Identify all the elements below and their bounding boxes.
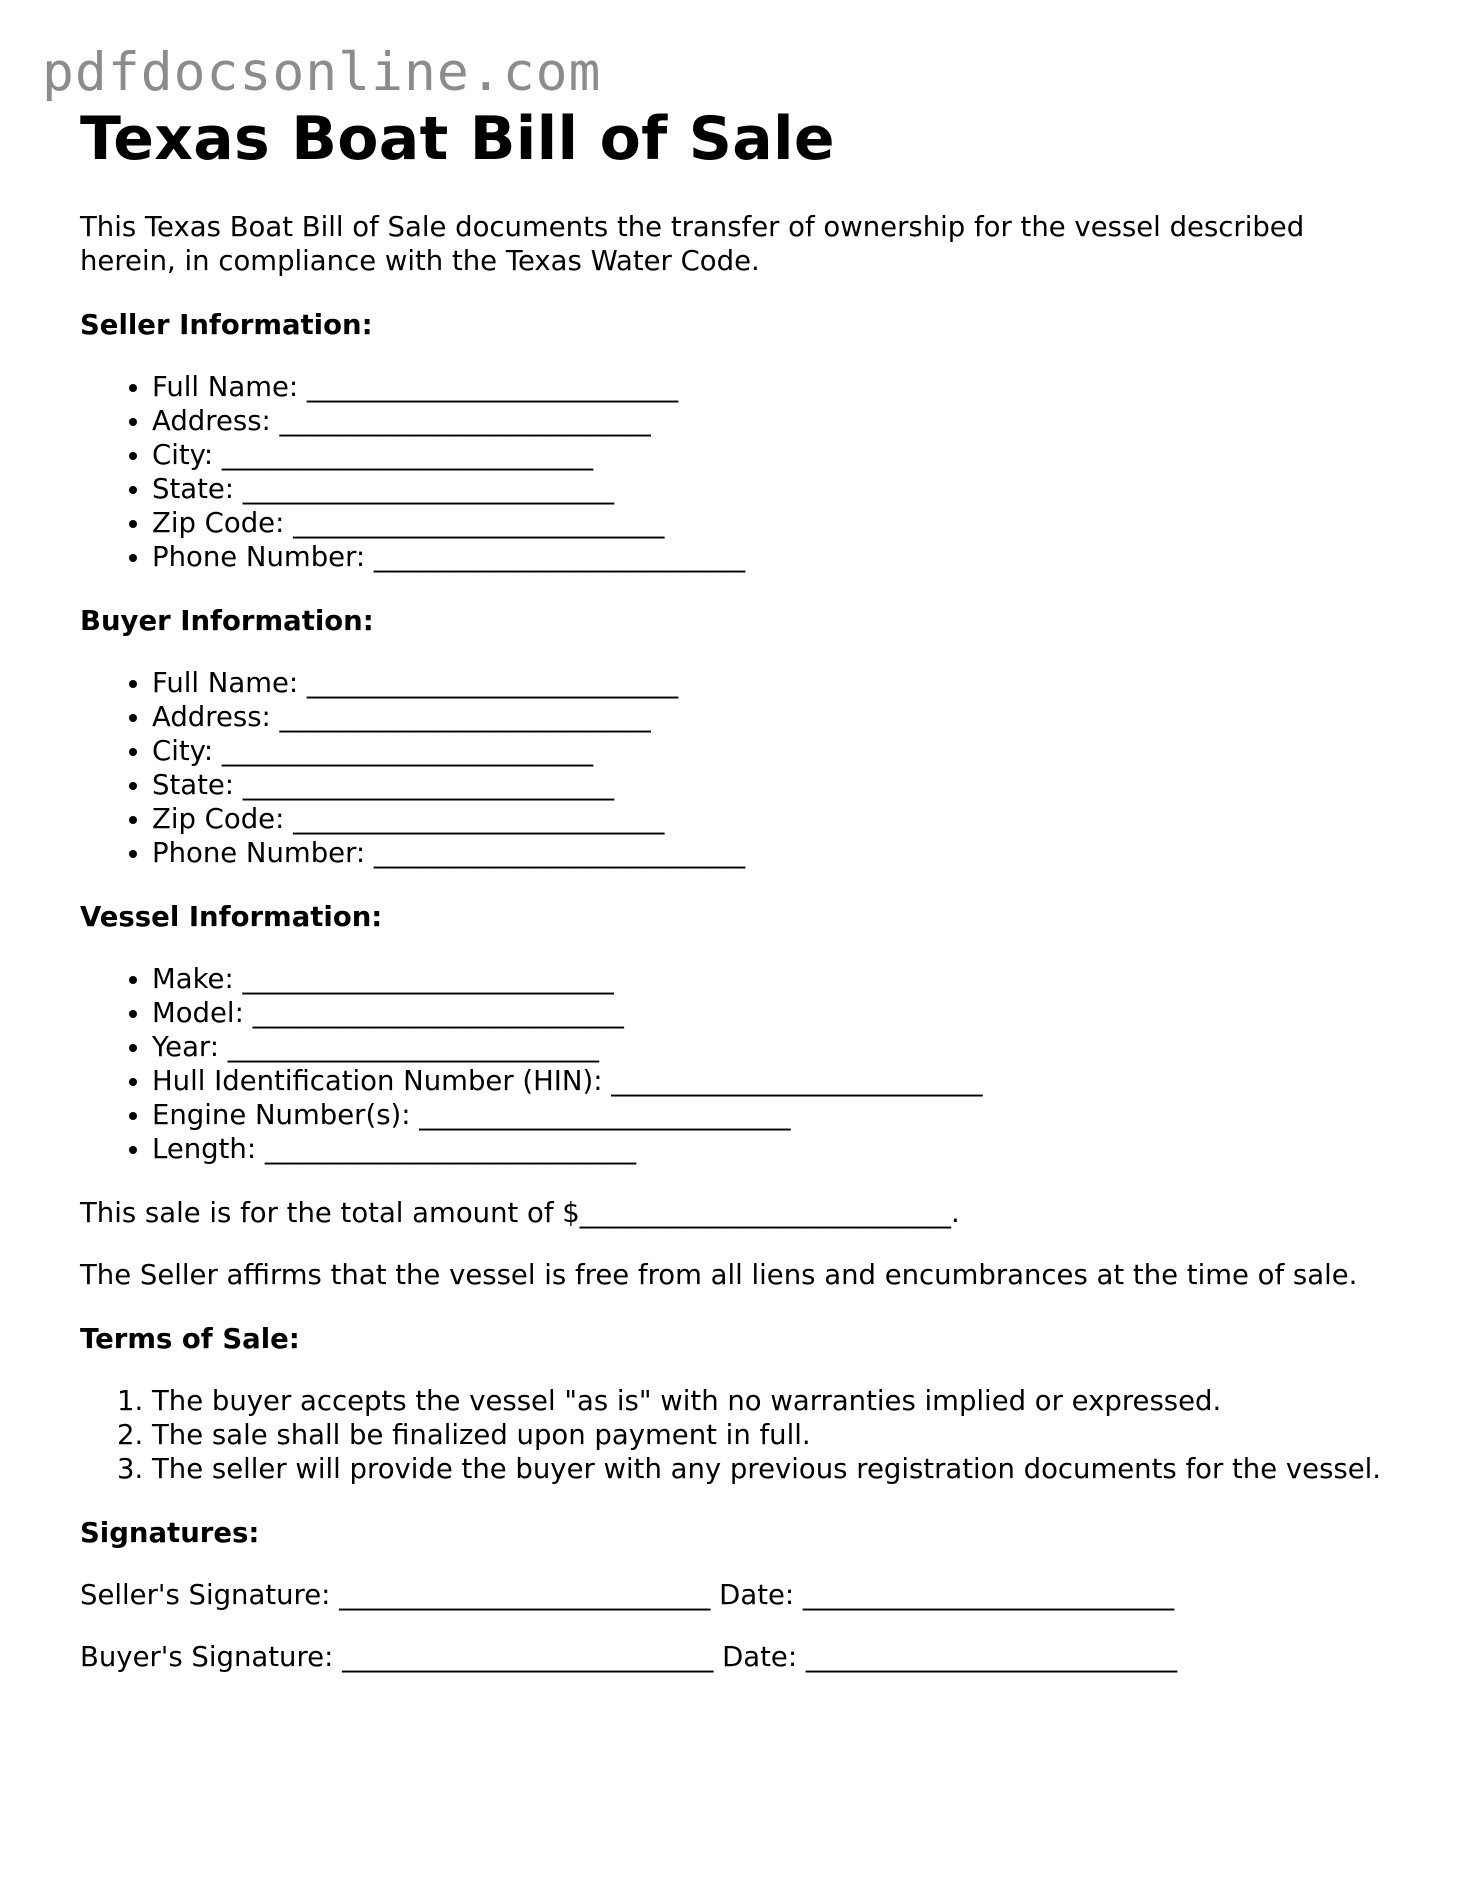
watermark-text: pdfdocsonline.com: [42, 42, 602, 103]
seller-state: • State: ___________________________: [152, 472, 1400, 506]
seller-field-list: [80, 370, 1400, 574]
terms-list: [80, 1384, 1400, 1486]
terms-heading: Terms of Sale:: [80, 1323, 300, 1355]
buyer-address: • Address: ___________________________: [152, 700, 1400, 734]
vessel-year: • Year: ___________________________: [152, 1030, 1400, 1064]
seller-signature-line: Seller's Signature: ___________________________ Date: ___________________________: [80, 1579, 1175, 1611]
buyer-city: • City: ___________________________: [152, 734, 1400, 768]
liens-statement: The Seller affirms that the vessel is free from all liens and encumbrances at the time of sale.: [80, 1259, 1358, 1291]
vessel-make: • Make: ___________________________: [152, 962, 1400, 996]
term-item: 3. The seller will provide the buyer with any previous registration documents for the vessel.: [152, 1452, 1400, 1486]
signatures-heading: Signatures:: [80, 1517, 260, 1549]
buyer-state: • State: ___________________________: [152, 768, 1400, 802]
document-title: Texas Boat Bill of Sale: [80, 104, 835, 174]
vessel-model: • Model: ___________________________: [152, 996, 1400, 1030]
seller-phone: • Phone Number: ___________________________: [152, 540, 1400, 574]
intro-paragraph: This Texas Boat Bill of Sale documents the transfer of ownership for the vessel described herein, in compliance with the Texas Water Code.: [80, 211, 1305, 277]
seller-heading: Seller Information:: [80, 309, 373, 341]
buyer-zip: • Zip Code: ___________________________: [152, 802, 1400, 836]
seller-address: • Address: ___________________________: [152, 404, 1400, 438]
vessel-heading: Vessel Information:: [80, 901, 383, 933]
vessel-length: • Length: ___________________________: [152, 1132, 1400, 1166]
buyer-field-list: [80, 666, 1400, 870]
vessel-hin: • Hull Identification Number (HIN): ___________________________: [152, 1064, 1400, 1098]
vessel-engine-numbers: • Engine Number(s): ___________________________: [152, 1098, 1400, 1132]
buyer-heading: Buyer Information:: [80, 605, 374, 637]
seller-full-name: • Full Name: ___________________________: [152, 370, 1400, 404]
seller-city: • City: ___________________________: [152, 438, 1400, 472]
term-item: 1. The buyer accepts the vessel "as is" with no warranties implied or expressed.: [152, 1384, 1400, 1418]
seller-zip: • Zip Code: ___________________________: [152, 506, 1400, 540]
sale-amount-line: This sale is for the total amount of $___________________________.: [80, 1197, 960, 1229]
document-body: [80, 105, 1400, 1674]
term-item: 2. The sale shall be finalized upon payment in full.: [152, 1418, 1400, 1452]
buyer-phone: • Phone Number: ___________________________: [152, 836, 1400, 870]
vessel-field-list: [80, 962, 1400, 1166]
buyer-signature-line: Buyer's Signature: ___________________________ Date: ___________________________: [80, 1641, 1178, 1673]
buyer-full-name: • Full Name: ___________________________: [152, 666, 1400, 700]
